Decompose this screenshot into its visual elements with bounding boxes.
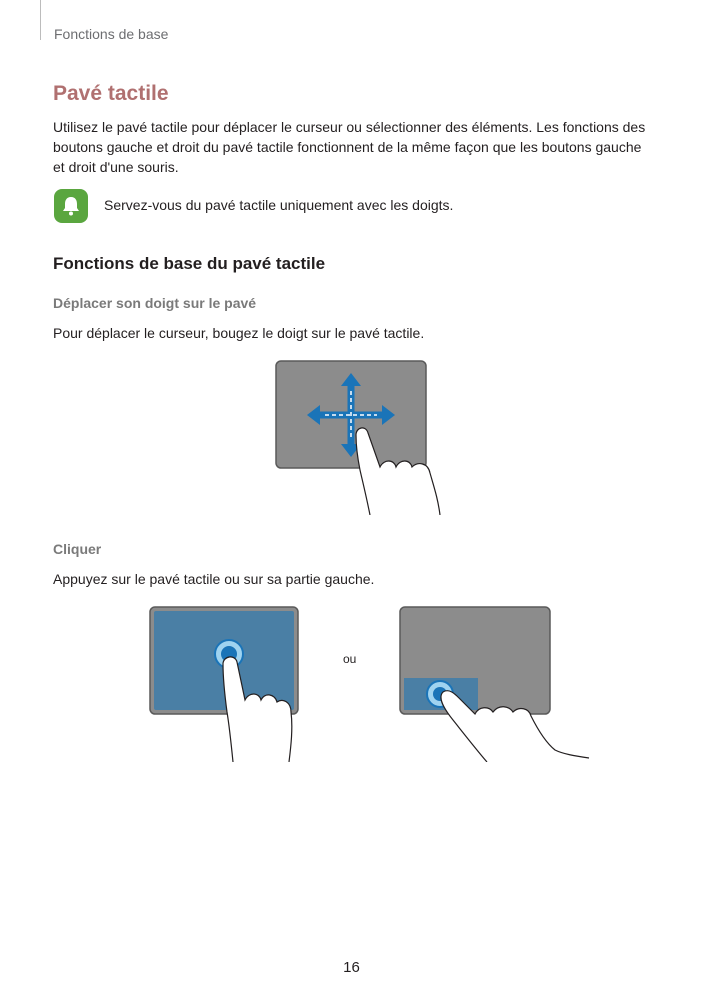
page-number: 16	[343, 959, 360, 976]
bell-icon	[54, 189, 88, 223]
section-title: Fonctions de base du pavé tactile	[53, 254, 326, 273]
click-paragraph: Appuyez sur le pavé tactile ou sur sa partie gauche.	[53, 571, 375, 587]
touchpad-move-illustration	[270, 355, 470, 515]
running-header: Fonctions de base	[54, 26, 169, 42]
separator-text: ou	[343, 652, 357, 666]
touchpad-left-tap-illustration	[395, 602, 595, 762]
move-subtitle: Déplacer son doigt sur le pavé	[53, 295, 257, 311]
page-rule	[40, 0, 41, 40]
note-text: Servez-vous du pavé tactile uniquement avec les doigts.	[104, 197, 454, 213]
touchpad-tap-illustration	[145, 602, 310, 762]
intro-paragraph: Utilisez le pavé tactile pour déplacer le curseur ou sélectionner des éléments. Les fonctions des boutons gauche et droit du pavé tactile fonctionnent de la même façon que les boutons gauche et droit d'une souris.	[53, 119, 646, 175]
move-paragraph: Pour déplacer le curseur, bougez le doigt sur le pavé tactile.	[53, 325, 425, 341]
page-title: Pavé tactile	[53, 82, 169, 105]
click-subtitle: Cliquer	[53, 541, 102, 557]
